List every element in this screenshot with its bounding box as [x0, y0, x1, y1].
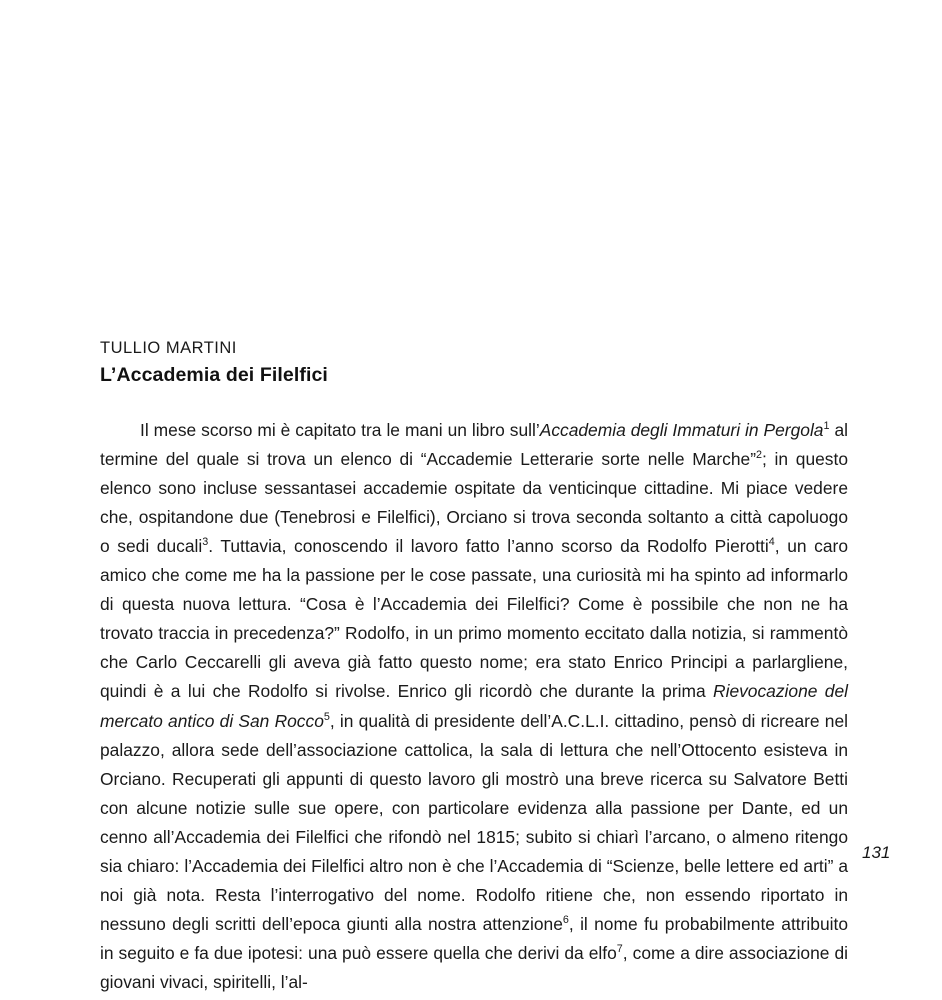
page-number: 131: [862, 843, 891, 862]
article-title: L’Accademia dei Filelfici: [100, 364, 328, 387]
article-author: TULLIO MARTINI: [100, 339, 237, 357]
diagonal-series-banner: [0, 0, 942, 340]
body-paragraph: Il mese scorso mi è capitato tra le mani un libro sull’Accademia degli Immaturi in Pergola$^1$ al termine del quale si trova un elenco di “Accademie Letterarie sorte nelle Marche”$^2$; in questo elenco sono incluse sessantasei accademie ospitate da venticinque cittadine. Mi piace vedere che, ospitandone due (Tenebrosi e Filelfici), Orciano si trova seconda soltanto a città capoluogo o sedi ducali$^3$. Tuttavia, conoscendo il lavoro fatto l’anno scorso da Rodolfo Pierotti$^4$, un caro amico che come me ha la passione per le cose passate, una curiosità mi ha spinto ad informarlo di questa nuova lettura. “Cosa è l’Accademia dei Filelfici? Come è possibile che non ne ha trovato traccia in precedenza?” Rodolfo, in un primo momento eccitato dalla notizia, si rammentò che Carlo Ceccarelli gli aveva già fatto questo nome; era stato Enrico Principi a parlargliene, quindi è a lui che Rodolfo si rivolse. Enrico gli ricordò che durante la prima Rievocazione del mercato antico di San Rocco$^5$, in qualità di presidente dell’A.C.L.I. cittadino, pensò di ricreare nel palazzo, allora sede dell’associazione cattolica, la sala di lettura che nell’Ottocento esisteva in Orciano. Recuperati gli appunti di questo lavoro gli mostrò una breve ricerca su Salvatore Betti con alcune notizie sulle sue opere, con particolare evidenza alla passione per Dante, ed un cenno all’Accademia dei Filelfici che rifondò nel 1815; subito si chiarì l’arcano, o almeno ritengo sia chiaro: l’Accademia dei Filelfici altro non è che l’Accademia di “Scienze, belle lettere ed arti” a noi già nota. Resta l’interrogativo del nome. Rodolfo ritiene che, non essendo riportato in nessuno degli scritti dell’epoca giunti alla nostra attenzione$^6$, il nome fu probabilmente attribuito in seguito e fa due ipotesi: una può essere quella che derivi da elfo$^7$, come a dire associazione di giovani vivaci, spiritelli, l’al-: [100, 419, 849, 993]
banner-text-group: [318, 0, 690, 4]
banner-strip: [318, 0, 690, 4]
banner-gradient-fill: [318, 0, 690, 4]
article-content: [100, 337, 848, 997]
